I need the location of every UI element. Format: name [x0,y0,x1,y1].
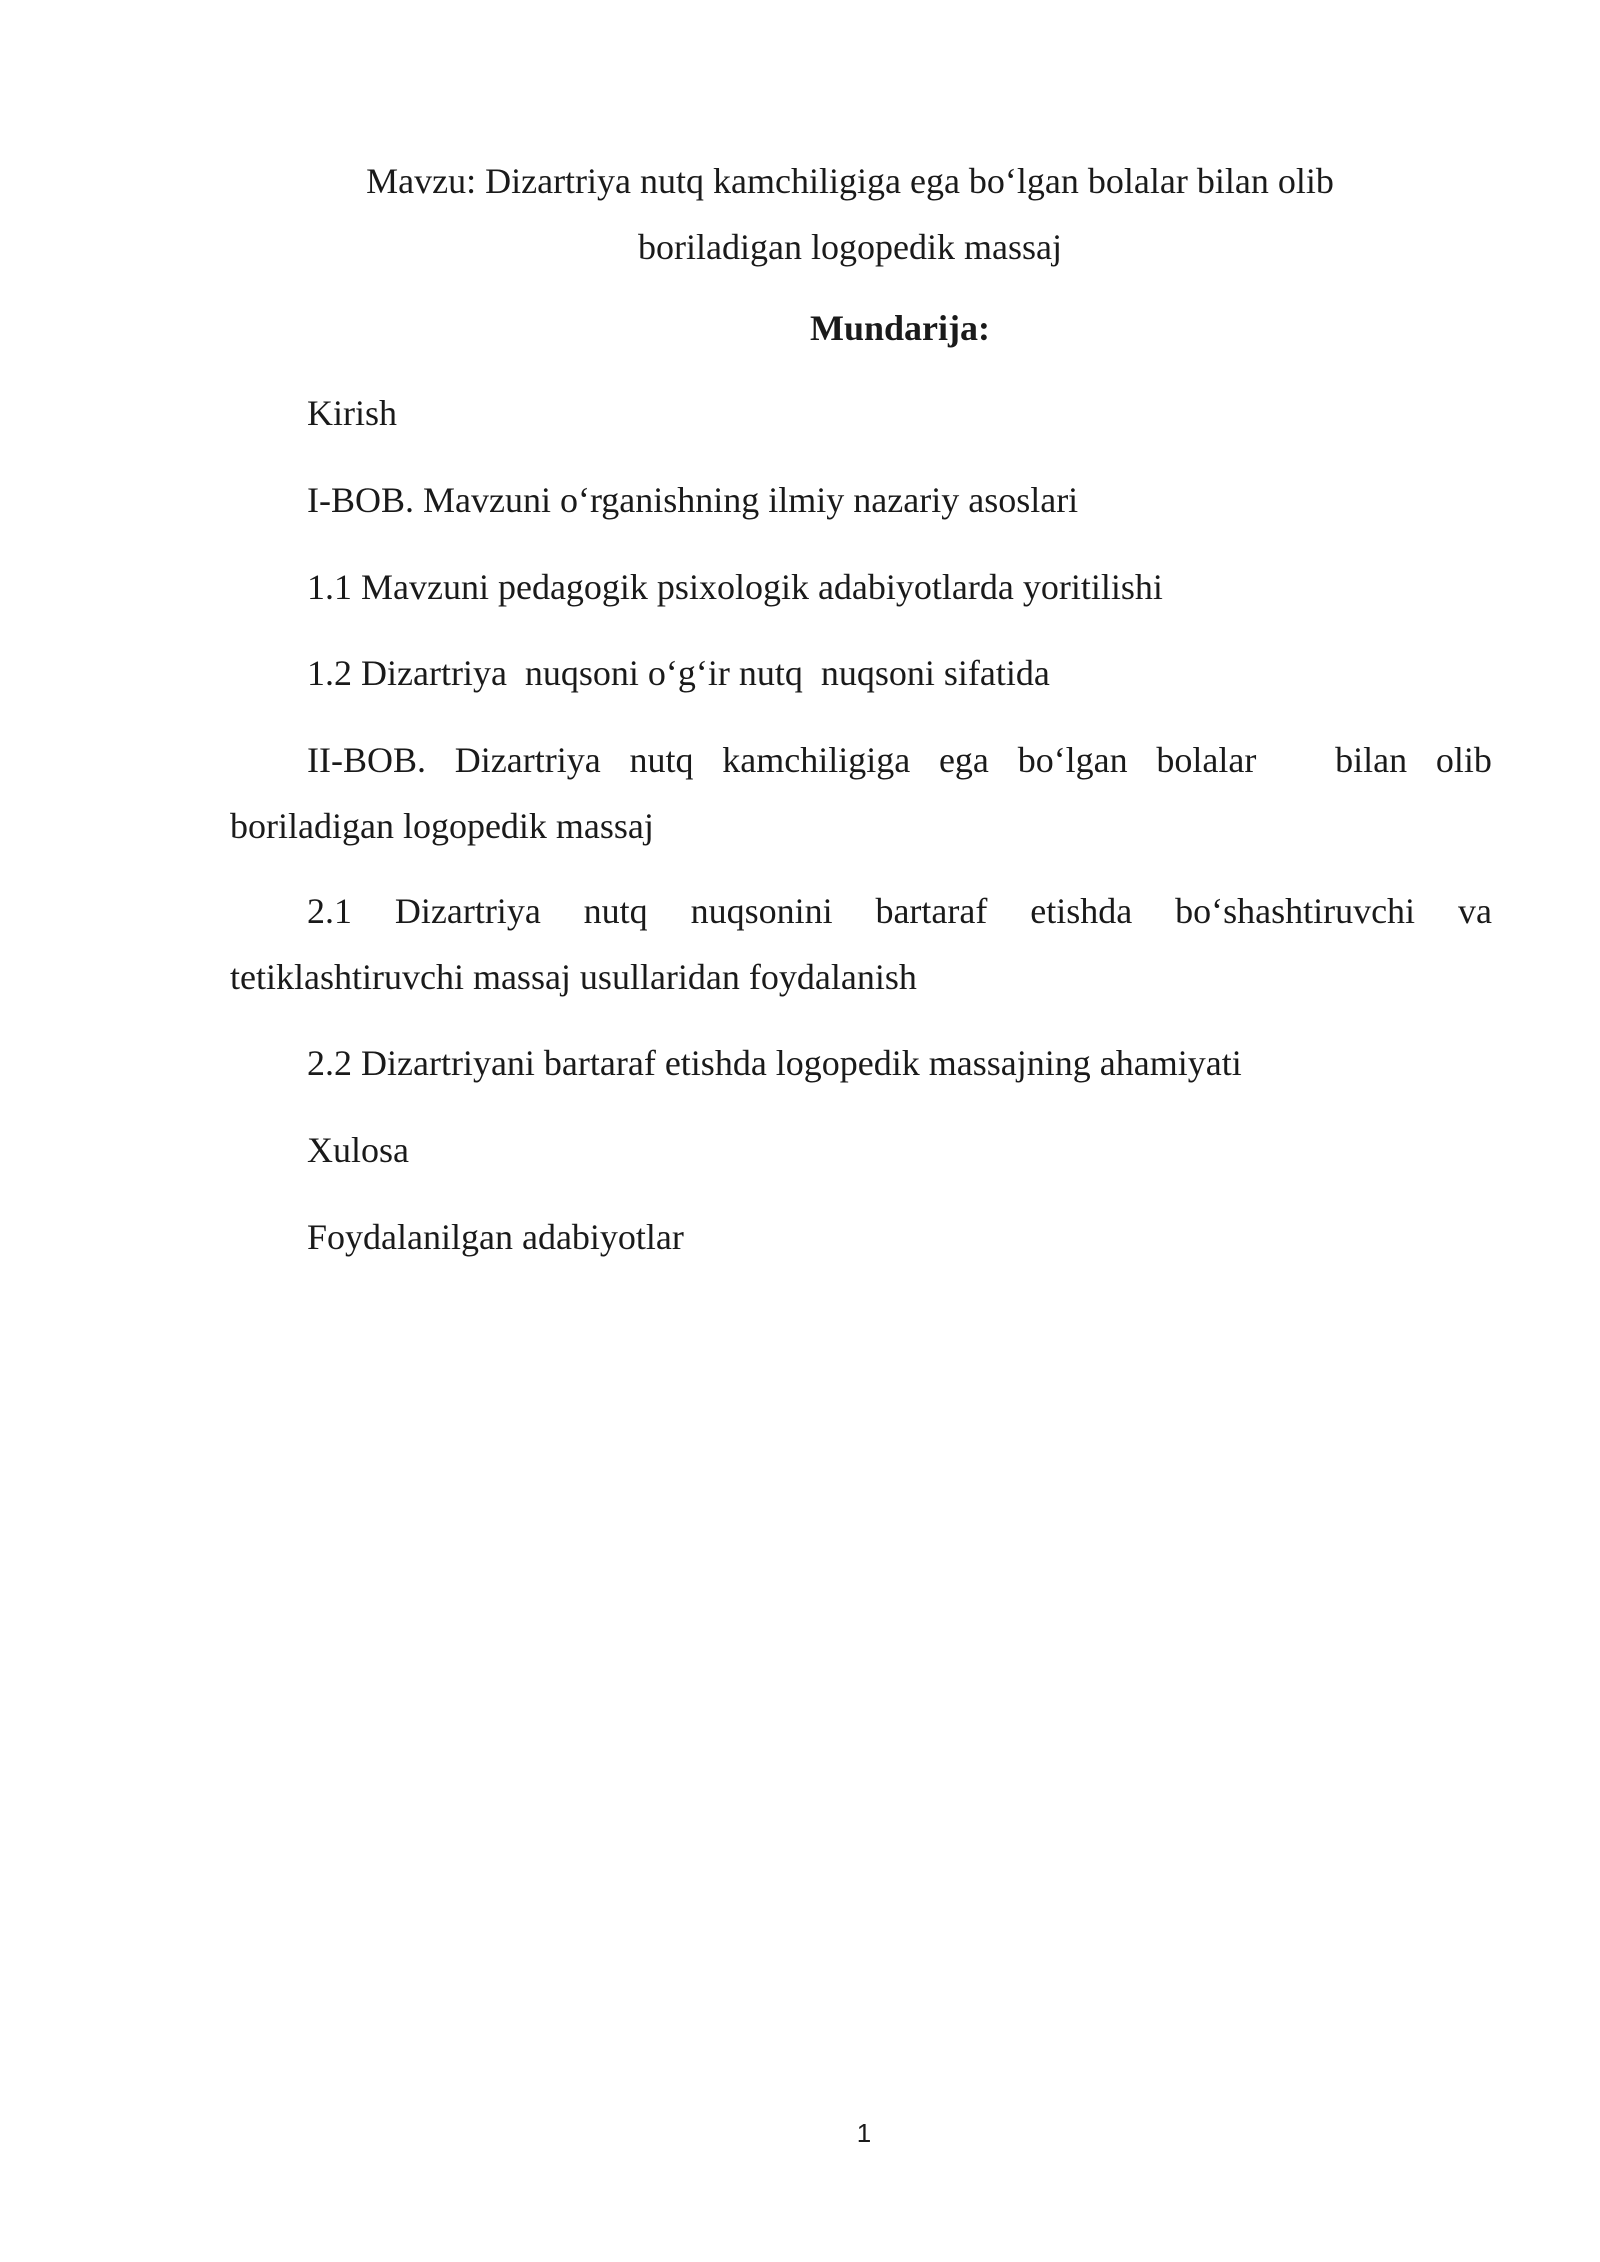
toc-word: olib [1435,740,1492,780]
toc-word: nuqsonini [690,891,833,931]
toc-item-section-2-2 [230,1030,1492,1096]
toc-word: va [1457,891,1492,931]
toc-word: kamchiligiga [722,740,911,780]
toc-item-label: Kirish [307,393,397,433]
toc-item-section-2-1-line-1 [230,878,1492,944]
document-title [230,148,1470,280]
toc-item-intro [230,380,1492,446]
toc-heading: Mundarija: [810,308,990,348]
toc-item-chapter-2-line-1 [230,727,1492,793]
toc-word: Dizartriya [394,891,541,931]
toc-item-chapter-2 [230,727,1492,859]
toc-word: 2.1 [307,891,352,931]
toc-item-section-1-2 [230,640,1492,706]
toc-item-chapter-2-line-2: boriladigan logopedik massaj [230,806,654,846]
toc-word: bo‘lgan [1017,740,1128,780]
title-line-1: Mavzu: Dizartriya nutq kamchiligiga ega bo‘lgan bolalar bilan olib [366,161,1334,201]
toc-word: nutq [629,740,694,780]
toc-word: bo‘shashtiruvchi [1175,891,1416,931]
toc-item-chapter-1 [230,467,1492,533]
toc-word: bolalar [1156,740,1257,780]
title-line-2: boriladigan logopedik massaj [638,227,1062,267]
toc-item-label: 1.2 Dizartriya nuqsoni o‘g‘ir nutq nuqsoni sifatida [307,653,1050,693]
toc-item-references [230,1204,1492,1270]
toc-word: etishda [1030,891,1133,931]
toc-word: Dizartriya [454,740,601,780]
toc-item-section-2-1-line-2: tetiklashtiruvchi massaj usullaridan foydalanish [230,957,917,997]
toc-word: bilan [1335,740,1408,780]
toc-item-label: I-BOB. Mavzuni o‘rganishning ilmiy nazariy asoslari [307,480,1079,520]
toc-item-label: Xulosa [307,1130,409,1170]
toc-item-label: 2.2 Dizartriyani bartaraf etishda logopedik massajning ahamiyati [307,1043,1242,1083]
toc-word: bartaraf [875,891,988,931]
toc-word: II-BOB. [307,740,426,780]
toc-word: nutq [583,891,648,931]
toc-item-label: 1.1 Mavzuni pedagogik psixologik adabiyotlarda yoritilishi [307,567,1163,607]
page-number: 1 [856,2118,872,2148]
toc-item-section-2-1 [230,878,1492,1010]
toc-item-label: Foydalanilgan adabiyotlar [307,1217,684,1257]
toc-item-conclusion [230,1117,1492,1183]
toc-item-section-1-1 [230,554,1492,620]
toc-word: ega [938,740,989,780]
